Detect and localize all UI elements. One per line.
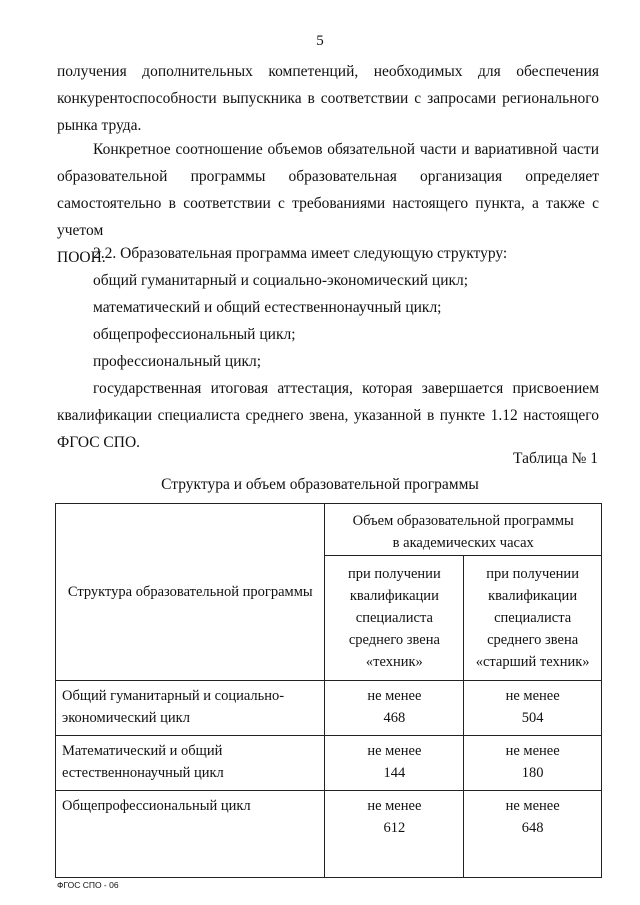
row-label-line: Общий гуманитарный и социально-: [62, 688, 285, 704]
value-line: не менее: [505, 688, 560, 704]
text-line: Конкретное соотношение объемов обязательной части и вариативной части: [93, 141, 599, 158]
row-label: [56, 681, 325, 736]
table-row: [56, 736, 602, 791]
header-line: среднего звена: [348, 632, 440, 648]
header-line: «старший техник»: [475, 654, 590, 670]
header-senior-technician: [464, 556, 602, 681]
header-volume: [325, 504, 602, 556]
row-label-line: Математический и общий: [62, 743, 223, 759]
value-senior-technician: [464, 736, 602, 791]
page-number: 5: [316, 33, 324, 49]
header-line: при получении: [486, 566, 579, 582]
text-line: рынка труда.: [57, 117, 142, 134]
structure-item: общепрофессиональный цикл;: [93, 326, 296, 343]
row-label-line: Общепрофессиональный цикл: [62, 798, 251, 814]
value-line: не менее: [505, 743, 560, 759]
text-line: ПООП.: [57, 249, 106, 266]
table-row: [56, 681, 602, 736]
structure-table: [55, 503, 602, 878]
value-senior-technician: [464, 681, 602, 736]
row-label: [56, 791, 325, 878]
structure-intro: 2.2. Образовательная программа имеет следующую структуру:: [93, 245, 508, 262]
row-label: [56, 736, 325, 791]
header-line: среднего звена: [487, 632, 579, 648]
text-line: конкурентоспособности выпускника в соответствии с запросами регионального: [57, 90, 599, 107]
text-line: получения дополнительных компетенций, необходимых для обеспечения: [57, 63, 599, 80]
row-label-line: естественнонаучный цикл: [62, 765, 224, 781]
value-line: 612: [383, 820, 406, 836]
header-line: в академических часах: [392, 534, 534, 551]
value-line: не менее: [367, 798, 422, 814]
value-line: 504: [521, 710, 544, 726]
header-line: специалиста: [494, 610, 572, 626]
text-line: квалификации специалиста среднего звена, указанной в пункте 1.12 настоящего: [57, 407, 599, 424]
header-line: Объем образовательной программы: [352, 512, 574, 529]
table-row: [56, 791, 602, 878]
header-structure: Структура образовательной программы: [56, 504, 325, 681]
footer-code: ФГОС СПО - 06: [57, 880, 119, 890]
value-technician: [325, 791, 464, 878]
text-line: образовательной программы образовательная организация определяет: [57, 168, 599, 185]
text-line: ФГОС СПО.: [57, 434, 141, 451]
table-number: Таблица № 1: [513, 450, 598, 467]
value-line: 648: [521, 820, 544, 836]
value-line: 468: [383, 710, 406, 726]
paragraph-competencies: [57, 58, 599, 139]
header-technician: [325, 556, 464, 681]
row-label-line: экономический цикл: [62, 710, 190, 726]
header-line: при получении: [348, 566, 441, 582]
value-line: 180: [521, 765, 544, 781]
value-line: не менее: [505, 798, 560, 814]
header-line: квалификации: [349, 588, 439, 604]
header-line: квалификации: [488, 588, 578, 604]
header-line: «техник»: [365, 654, 423, 670]
text-line: самостоятельно в соответствии с требованиями настоящего пункта, а также с учетом: [57, 195, 599, 239]
value-line: не менее: [367, 688, 422, 704]
structure-item: общий гуманитарный и социально-экономический цикл;: [93, 272, 469, 289]
structure-item: математический и общий естественнонаучный цикл;: [93, 299, 442, 316]
value-senior-technician: [464, 791, 602, 878]
value-line: 144: [383, 765, 406, 781]
text-line: государственная итоговая аттестация, которая завершается присвоением: [93, 380, 599, 397]
value-line: не менее: [367, 743, 422, 759]
structure-item: профессиональный цикл;: [93, 353, 262, 370]
table-title: Структура и объем образовательной программы: [161, 476, 479, 493]
paragraph-structure: [57, 240, 599, 456]
value-technician: [325, 736, 464, 791]
header-line: специалиста: [355, 610, 433, 626]
value-technician: [325, 681, 464, 736]
